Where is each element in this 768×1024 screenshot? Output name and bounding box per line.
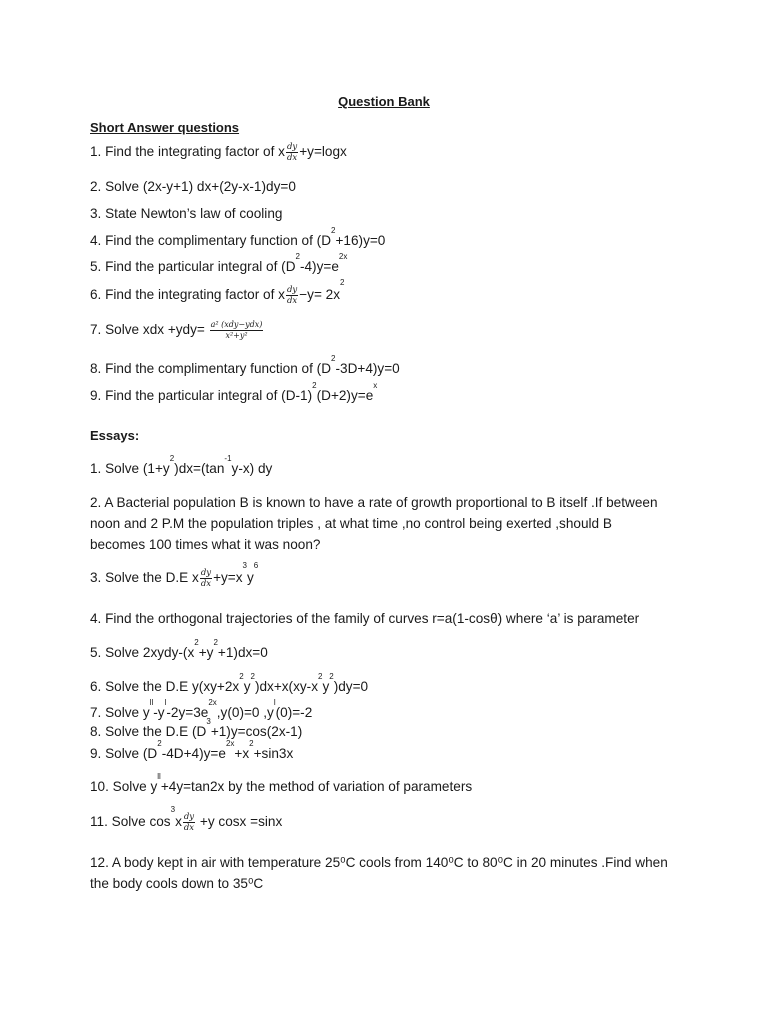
essay-question-8: 8. Solve the D.E $(D^3+1)y=\cos(2x-1)$ — [90, 717, 303, 739]
e3-fraction: $\frac{dy}{dx}$ — [200, 568, 212, 589]
essays-heading: Essays: — [90, 428, 140, 443]
essay-question-4: 4. Find the orthogonal trajectories of the family of curves r=a(1-cosθ) where ‘a’ is parameter — [90, 611, 640, 626]
essay-question-9: 9. Solve $(D^2-4D+4)y=e^{2x}+x^2+\sin 3x$ — [90, 739, 294, 761]
essay-question-3: 3. Solve the D.E x $\frac{dy}{dx}$ $+y=x^3y^6$ — [90, 561, 259, 589]
short-question-6: 6. Find the integrating factor of x $\frac{dy}{dx}$ $-y= 2x^2$ — [90, 278, 345, 306]
short-question-5: 5. Find the particular integral of $(D^2-4)y=e^{2x}$ — [90, 252, 348, 274]
q7-fraction: $\frac{\text{a² (xdy−ydx)}}{\text{x²+y²}}$ — [210, 320, 263, 340]
essay-question-12: 12. A body kept in air with temperature 25⁰C cools from 140⁰C to 80⁰C in 20 minutes .Find when the body cools down to 35⁰C — [90, 855, 668, 891]
short-question-2: 2. Solve (2x-y+1) dx+(2y-x-1)dy=0 — [90, 179, 296, 194]
short-question-7: 7. Solve xdx +ydy= $\frac{\text{a² (xdy−ydx)}}{\text{x²+y²}}$ — [90, 320, 263, 340]
essay-question-5: 5. Solve $2xydy-(x^2+y^2+1)dx=0$ — [90, 638, 268, 660]
short-question-1 — [90, 142, 347, 163]
q6-fraction: $\frac{dy}{dx}$ — [286, 285, 298, 306]
q1-fraction: $\frac{dy}{dx}$ — [286, 142, 298, 163]
q1-text-b: +y=logx — [299, 144, 347, 160]
essay-question-11: 11. Solve $\cos^3x$ $\frac{dy}{dx}$ +y cosx =sinx — [90, 805, 283, 833]
page-title: Question Bank — [338, 94, 430, 109]
essay-question-6: 6. Solve the D.E $y(xy+2x^2y^2)dx+x(xy-x^2y^2)dy=0$ — [90, 672, 369, 694]
essay-question-10: 10. Solve $y^{ll}+4y=\tan 2x$ by the method of variation of parameters — [90, 772, 473, 794]
essay-question-7: 7. Solve $y^{ll}-y^l-2y=3e^{2x},y(0)=0$ $,y^l(0)=-2$ — [90, 698, 313, 720]
essay-question-2: 2. A Bacterial population B is known to have a rate of growth proportional to B itself .If between noon and 2 P.M the population triples , at what time ,no control being exerted ,should B becomes 100 times what it was noon? — [90, 495, 658, 552]
short-question-8: 8. Find the complimentary function of $(D^2-3D+4)y=0$ — [90, 354, 400, 376]
short-question-9: 9. Find the particular integral of $(D-1)^2(D+2)y=e^x$ — [90, 381, 378, 403]
short-question-3: 3. State Newton’s law of cooling — [90, 206, 283, 221]
short-question-4: 4. Find the complimentary function of $(D^2+16)y=0$ — [90, 226, 386, 248]
essay-question-1: 1. Solve $(1+y^2)dx=(\tan^{-1}y-x)$ dy — [90, 454, 273, 476]
e11-fraction: $\frac{dy}{dx}$ — [183, 812, 195, 833]
q1-text-a: 1. Find the integrating factor of x — [90, 144, 285, 160]
short-answer-heading: Short Answer questions — [90, 120, 240, 135]
